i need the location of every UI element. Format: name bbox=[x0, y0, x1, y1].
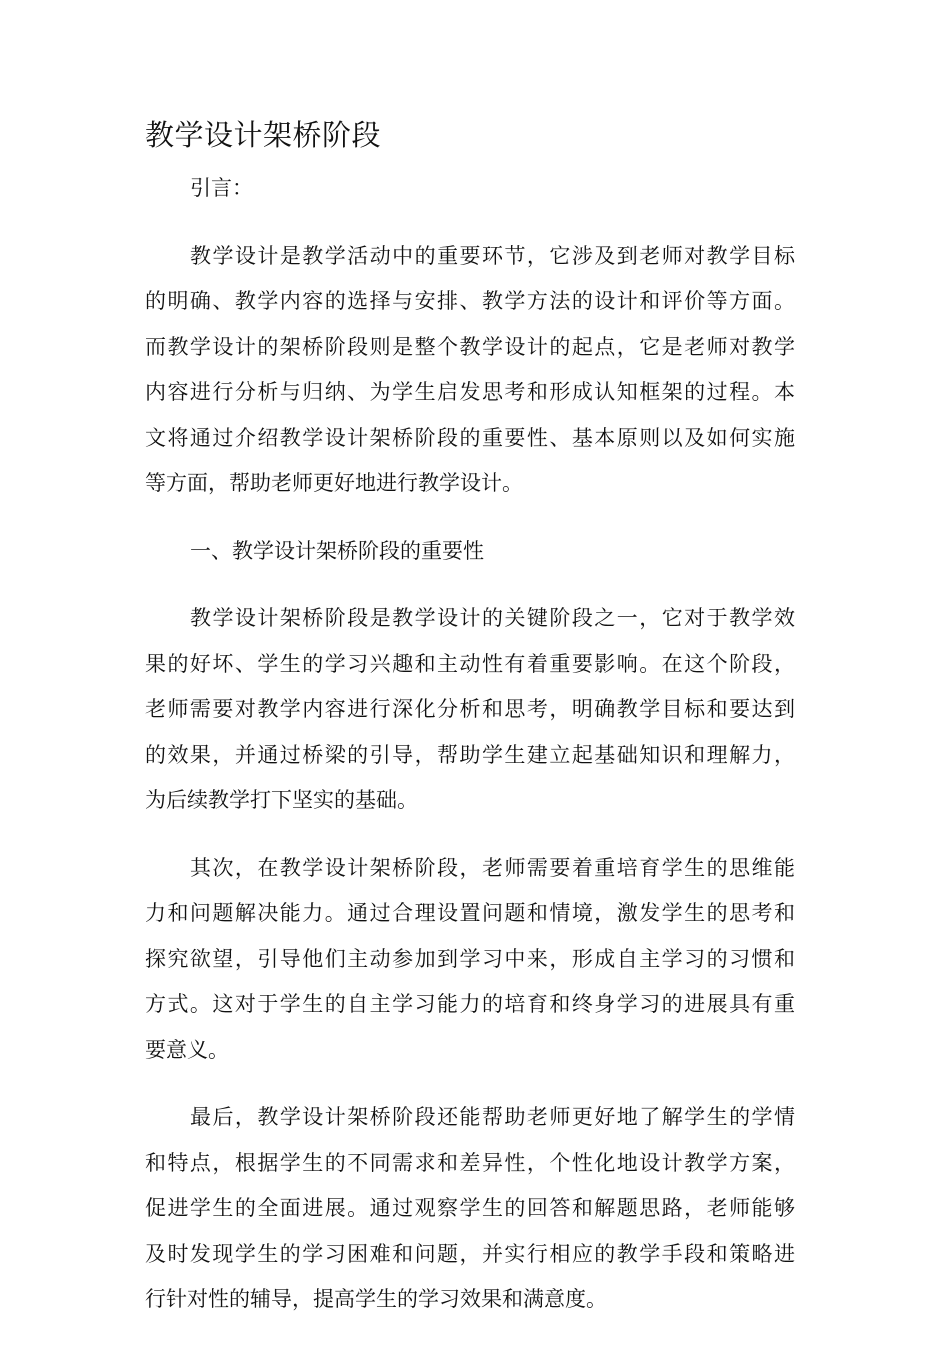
paragraph-line: 探究欲望，引导他们主动参加到学习中来，形成自主学习的习惯和 bbox=[145, 946, 795, 971]
secondly-paragraph bbox=[145, 846, 795, 1074]
document-title: 教学设计架桥阶段 bbox=[145, 118, 382, 152]
section-heading-paragraph bbox=[145, 529, 795, 575]
paragraph-line: 及时发现学生的学习困难和问题，并实行相应的教学手段和策略进 bbox=[145, 1241, 795, 1266]
intro-paragraph bbox=[145, 234, 795, 507]
paragraph-line: 等方面，帮助老师更好地进行教学设计。 bbox=[145, 471, 523, 495]
paragraph-line: 内容进行分析与归纳、为学生启发思考和形成认知框架的过程。本 bbox=[145, 380, 795, 404]
paragraph-line: 老师需要对教学内容进行深化分析和思考，明确教学目标和要达到 bbox=[145, 697, 795, 721]
finally-paragraph bbox=[145, 1095, 795, 1323]
paragraph-line: 引言： bbox=[190, 176, 253, 200]
document-body bbox=[145, 166, 795, 1345]
paragraph-line: 文将通过介绍教学设计架桥阶段的重要性、基本原则以及如何实施 bbox=[145, 425, 795, 450]
paragraph-line: 要意义。 bbox=[145, 1037, 229, 1062]
importance-paragraph bbox=[145, 596, 795, 824]
paragraph-line: 行针对性的辅导，提高学生的学习效果和满意度。 bbox=[145, 1287, 607, 1311]
paragraph-line: 促进学生的全面进展。通过观察学生的回答和解题思路，老师能够 bbox=[145, 1196, 795, 1220]
paragraph-line: 的明确、教学内容的选择与安排、教学方法的设计和评价等方面。 bbox=[145, 289, 795, 313]
paragraph-line: 和特点，根据学生的不同需求和差异性，个性化地设计教学方案， bbox=[145, 1150, 795, 1175]
intro-label-paragraph bbox=[145, 166, 795, 212]
paragraph-line: 其次，在教学设计架桥阶段，老师需要着重培育学生的思维能 bbox=[190, 855, 795, 880]
paragraph-line: 为后续教学打下坚实的基础。 bbox=[145, 788, 418, 812]
paragraph-line: 教学设计是教学活动中的重要环节，它涉及到老师对教学目标 bbox=[190, 243, 795, 268]
paragraph-line: 而教学设计的架桥阶段则是整个教学设计的起点，它是老师对教学 bbox=[145, 334, 795, 359]
paragraph-line: 教学设计架桥阶段是教学设计的关键阶段之一，它对于教学效 bbox=[190, 606, 795, 630]
section-heading: 一、教学设计架桥阶段的重要性 bbox=[190, 538, 484, 563]
paragraph-line: 方式。这对于学生的自主学习能力的培育和终身学习的进展具有重 bbox=[145, 992, 795, 1016]
paragraph-line: 果的好坏、学生的学习兴趣和主动性有着重要影响。在这个阶段， bbox=[145, 651, 795, 676]
paragraph-line: 力和问题解决能力。通过合理设置问题和情境，激发学生的思考和 bbox=[145, 901, 795, 925]
paragraph-line: 的效果，并通过桥梁的引导，帮助学生建立起基础知识和理解力， bbox=[145, 742, 795, 767]
paragraph-line: 最后，教学设计架桥阶段还能帮助老师更好地了解学生的学情 bbox=[190, 1105, 795, 1129]
